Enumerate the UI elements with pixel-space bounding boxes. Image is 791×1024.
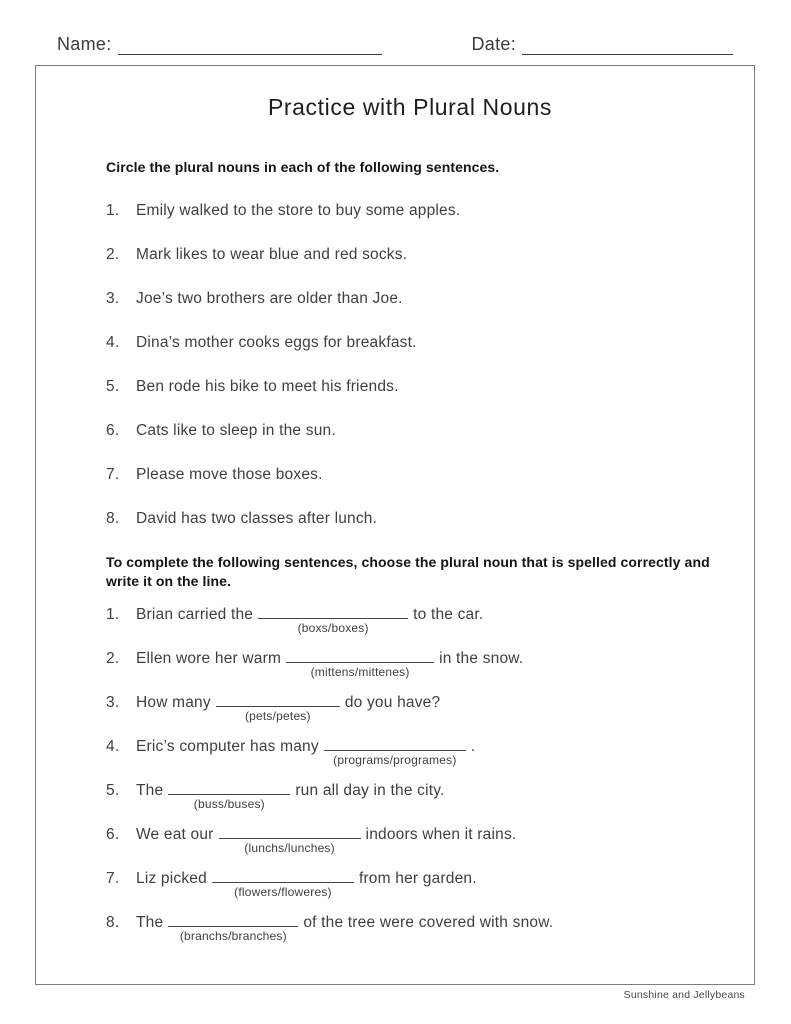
sentence-text: Please move those boxes. (136, 466, 323, 483)
sentence-text: Mark likes to wear blue and red socks. (136, 246, 408, 263)
date-write-line[interactable] (522, 38, 733, 55)
header (0, 0, 791, 55)
item-number: 8. (106, 510, 120, 527)
list-item (106, 421, 714, 441)
word-choices: (branchs/branches) (179, 929, 287, 943)
list-item (106, 333, 714, 353)
sentence-text: Ben rode his bike to meet his friends. (136, 378, 399, 395)
sentence-prefix: Eric’s computer has many (136, 738, 319, 755)
section1-list (106, 201, 714, 529)
fill-item (106, 605, 714, 635)
date-label: Date: (471, 34, 516, 54)
fill-item (106, 825, 714, 855)
sentence-suffix: . (470, 738, 476, 755)
sentence-suffix: indoors when it rains. (365, 826, 517, 843)
answer-blank[interactable] (286, 650, 434, 679)
sentence-text (136, 869, 477, 899)
answer-blank[interactable] (324, 738, 466, 767)
word-choices: (buss/buses) (193, 797, 265, 811)
worksheet-box (35, 65, 755, 985)
sentence-text: Joe’s two brothers are older than Joe. (136, 290, 403, 307)
sentence-text (136, 605, 484, 635)
sentence-prefix: How many (136, 694, 211, 711)
sentence-prefix: The (136, 782, 164, 799)
item-number: 4. (106, 334, 120, 351)
word-choices: (programs/programes) (333, 753, 457, 767)
sentence-text: David has two classes after lunch. (136, 510, 378, 527)
fill-item (106, 737, 714, 767)
answer-blank[interactable] (168, 914, 298, 943)
sentence-suffix: do you have? (344, 694, 441, 711)
sentence-text (136, 693, 441, 723)
sentence-suffix: to the car. (413, 606, 484, 623)
sentence-text (136, 737, 476, 767)
answer-blank[interactable] (216, 694, 340, 723)
answer-blank[interactable] (168, 782, 290, 811)
sentence-suffix: in the snow. (439, 650, 524, 667)
sentence-text: Emily walked to the store to buy some apples. (136, 202, 461, 219)
item-number: 1. (106, 606, 120, 623)
list-item (106, 509, 714, 529)
item-number: 3. (106, 290, 120, 307)
footer-credit: Sunshine and Jellybeans (623, 989, 745, 1001)
word-choices: (mittens/mittenes) (310, 665, 410, 679)
list-item (106, 245, 714, 265)
item-number: 1. (106, 202, 120, 219)
item-number: 2. (106, 246, 120, 263)
item-number: 6. (106, 826, 120, 843)
sentence-prefix: Ellen wore her warm (136, 650, 282, 667)
sentence-text (136, 649, 524, 679)
item-number: 5. (106, 378, 120, 395)
fill-item (106, 869, 714, 899)
sentence-text (136, 825, 517, 855)
fill-item (106, 649, 714, 679)
section1-instruction: Circle the plural nouns in each of the following sentences. (106, 159, 500, 175)
item-number: 4. (106, 738, 120, 755)
name-label: Name: (57, 34, 112, 54)
sentence-text (136, 913, 554, 943)
item-number: 7. (106, 466, 120, 483)
word-choices: (flowers/floweres) (234, 885, 332, 899)
list-item (106, 201, 714, 221)
fill-item (106, 781, 714, 811)
name-write-line[interactable] (118, 38, 382, 55)
item-number: 2. (106, 650, 120, 667)
fill-item (106, 693, 714, 723)
answer-blank[interactable] (219, 826, 361, 855)
sentence-text: Cats like to sleep in the sun. (136, 422, 336, 439)
item-number: 5. (106, 782, 120, 799)
section2-instruction: To complete the following sentences, choose the plural noun that is spelled correctly and write it on the line. (106, 554, 710, 589)
word-choices: (boxs/boxes) (297, 621, 369, 635)
sentence-suffix: run all day in the city. (295, 782, 445, 799)
word-choices: (lunchs/lunches) (244, 841, 335, 855)
name-field-group (57, 34, 382, 55)
sentence-prefix: Liz picked (136, 870, 207, 887)
date-field-group (471, 34, 733, 55)
list-item (106, 289, 714, 309)
item-number: 8. (106, 914, 120, 931)
page-title: Practice with Plural Nouns (267, 94, 553, 120)
item-number: 7. (106, 870, 120, 887)
sentence-prefix: The (136, 914, 164, 931)
sentence-text (136, 781, 445, 811)
item-number: 6. (106, 422, 120, 439)
answer-blank[interactable] (258, 606, 408, 635)
sentence-suffix: from her garden. (358, 870, 477, 887)
sentence-suffix: of the tree were covered with snow. (303, 914, 554, 931)
section2-list (106, 605, 714, 943)
answer-blank[interactable] (212, 870, 354, 899)
word-choices: (pets/petes) (244, 709, 311, 723)
list-item (106, 377, 714, 397)
item-number: 3. (106, 694, 120, 711)
sentence-prefix: Brian carried the (136, 606, 254, 623)
fill-item (106, 913, 714, 943)
sentence-prefix: We eat our (136, 826, 214, 843)
list-item (106, 465, 714, 485)
sentence-text: Dina’s mother cooks eggs for breakfast. (136, 334, 417, 351)
